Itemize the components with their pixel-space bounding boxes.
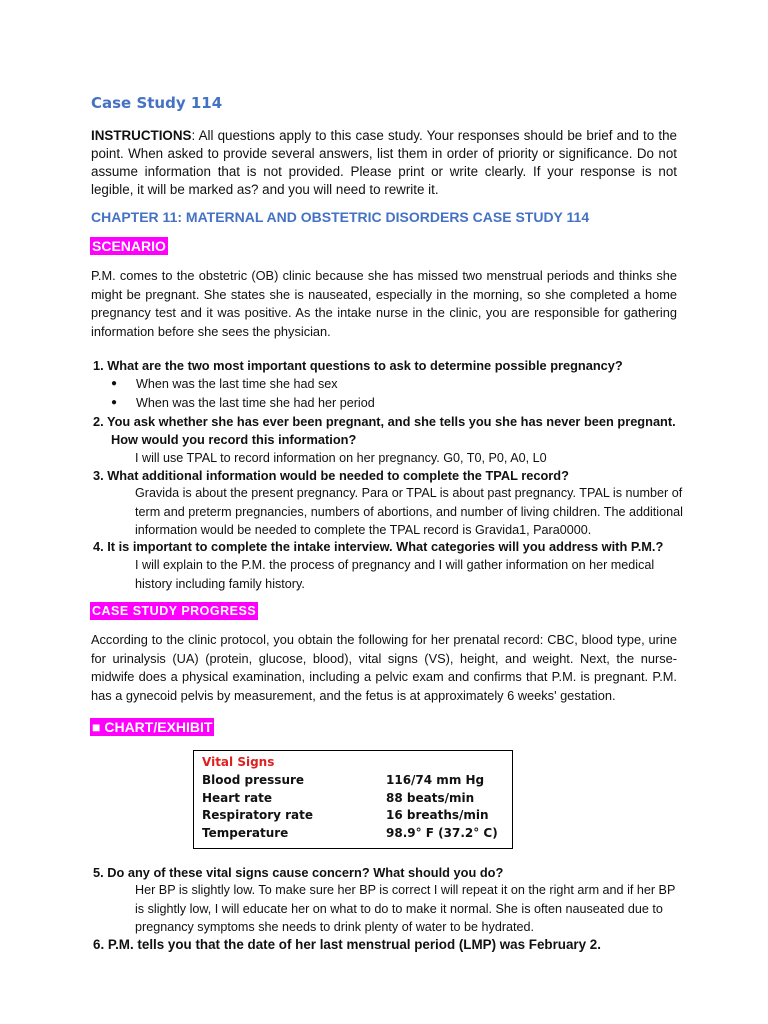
case-study-title: Case Study 114 <box>91 94 223 112</box>
vital-row-temperature <box>202 826 498 843</box>
bullet-icon: ● <box>111 378 118 389</box>
vital-label: Respiratory rate <box>202 808 314 822</box>
question-1-bullets <box>111 375 375 413</box>
vital-label: Temperature <box>202 826 289 840</box>
vital-signs-table <box>193 750 513 849</box>
bullet-text: When was the last time she had her period <box>136 396 375 410</box>
instructions-label: INSTRUCTIONS <box>91 128 192 143</box>
question-4: 4. It is important to complete the intake interview. What categories will you address with P.M.? <box>93 539 664 554</box>
instructions-paragraph <box>91 127 677 199</box>
vital-label: Heart rate <box>202 791 273 805</box>
answer-3: Gravida is about the present pregnancy. Para or TPAL is about past pregnancy. TPAL is number of term and preterm pregnancies, numbers of abortions, and number of living children. The additional information would be needed to complete the TPAL record is Gravida1, Para0000. <box>135 486 683 537</box>
vital-label: Blood pressure <box>202 773 305 787</box>
bullet-item <box>111 394 375 413</box>
vital-row-heart-rate <box>202 791 475 808</box>
case-progress-label: CASE STUDY PROGRESS <box>92 604 257 618</box>
answer-2: I will use TPAL to record information on her pregnancy. G0, T0, P0, A0, L0 <box>135 451 547 465</box>
question-6: 6. P.M. tells you that the date of her last menstrual period (LMP) was February 2. <box>93 937 601 952</box>
instructions-text: : All questions apply to this case study. Your responses should be brief and to the point. When asked to provide several answers, list them in order of priority or significance. Do not assume information that is not provided. Please print or write clearly. If your response is not legible, it will be marked as? and you will need to rewrite it. <box>91 128 677 197</box>
question-3: 3. What additional information would be needed to complete the TPAL record? <box>93 468 569 483</box>
answer-4: I will explain to the P.M. the process of pregnancy and I will gather information on her medical history including family history. <box>135 558 655 591</box>
question-5: 5. Do any of these vital signs cause concern? What should you do? <box>93 865 504 880</box>
chapter-heading: CHAPTER 11: MATERNAL AND OBSTETRIC DISORDERS CASE STUDY 114 <box>91 209 590 225</box>
bullet-text: When was the last time she had sex <box>136 377 338 391</box>
vital-value: 16 breaths/min <box>386 808 489 822</box>
case-progress-text: According to the clinic protocol, you obtain the following for her prenatal record: CBC, blood type, urine for urinalysis (UA) (protein, glucose, blood), vital signs (VS), height, and weight. Next, the nurse-midwife does a physical examination, including a pelvic exam and confirms that P.M. is pregnant. P.M. has a gynecoid pelvis by measurement, and the fetus is at approximately 6 weeks' gestation. <box>91 632 677 703</box>
question-2-line-1: 2. You ask whether she has ever been pregnant, and she tells you she has never been pregnant. <box>93 414 676 429</box>
question-2-line-2: How would you record this information? <box>111 432 357 447</box>
chart-exhibit-label: ■ CHART/EXHIBIT <box>92 719 213 735</box>
bullet-item <box>111 375 375 394</box>
vital-value: 116/74 mm Hg <box>386 773 485 787</box>
vital-value: 88 beats/min <box>386 791 475 805</box>
vital-row-blood-pressure <box>202 773 485 790</box>
vital-signs-title: Vital Signs <box>202 755 275 769</box>
scenario-text: P.M. comes to the obstetric (OB) clinic because she has missed two menstrual periods and thinks she might be pregnant. She states she is nauseated, especially in the morning, so she completed a home pregnancy test and it was positive. As the intake nurse in the clinic, you are responsible for gathering information before she sees the physician. <box>91 268 677 339</box>
bullet-icon: ● <box>111 397 118 408</box>
question-1: 1. What are the two most important questions to ask to determine possible pregnancy? <box>93 358 623 373</box>
vital-row-respiratory-rate <box>202 808 489 825</box>
scenario-label: SCENARIO <box>92 238 166 254</box>
answer-5: Her BP is slightly low. To make sure her BP is correct I will repeat it on the right arm and if her BP is slightly low, I will educate her on what to do to make it normal. She is often nauseated due to pregnancy symptoms she needs to drink plenty of water to be hydrated. <box>135 883 676 934</box>
vital-value: 98.9° F (37.2° C) <box>386 826 498 840</box>
